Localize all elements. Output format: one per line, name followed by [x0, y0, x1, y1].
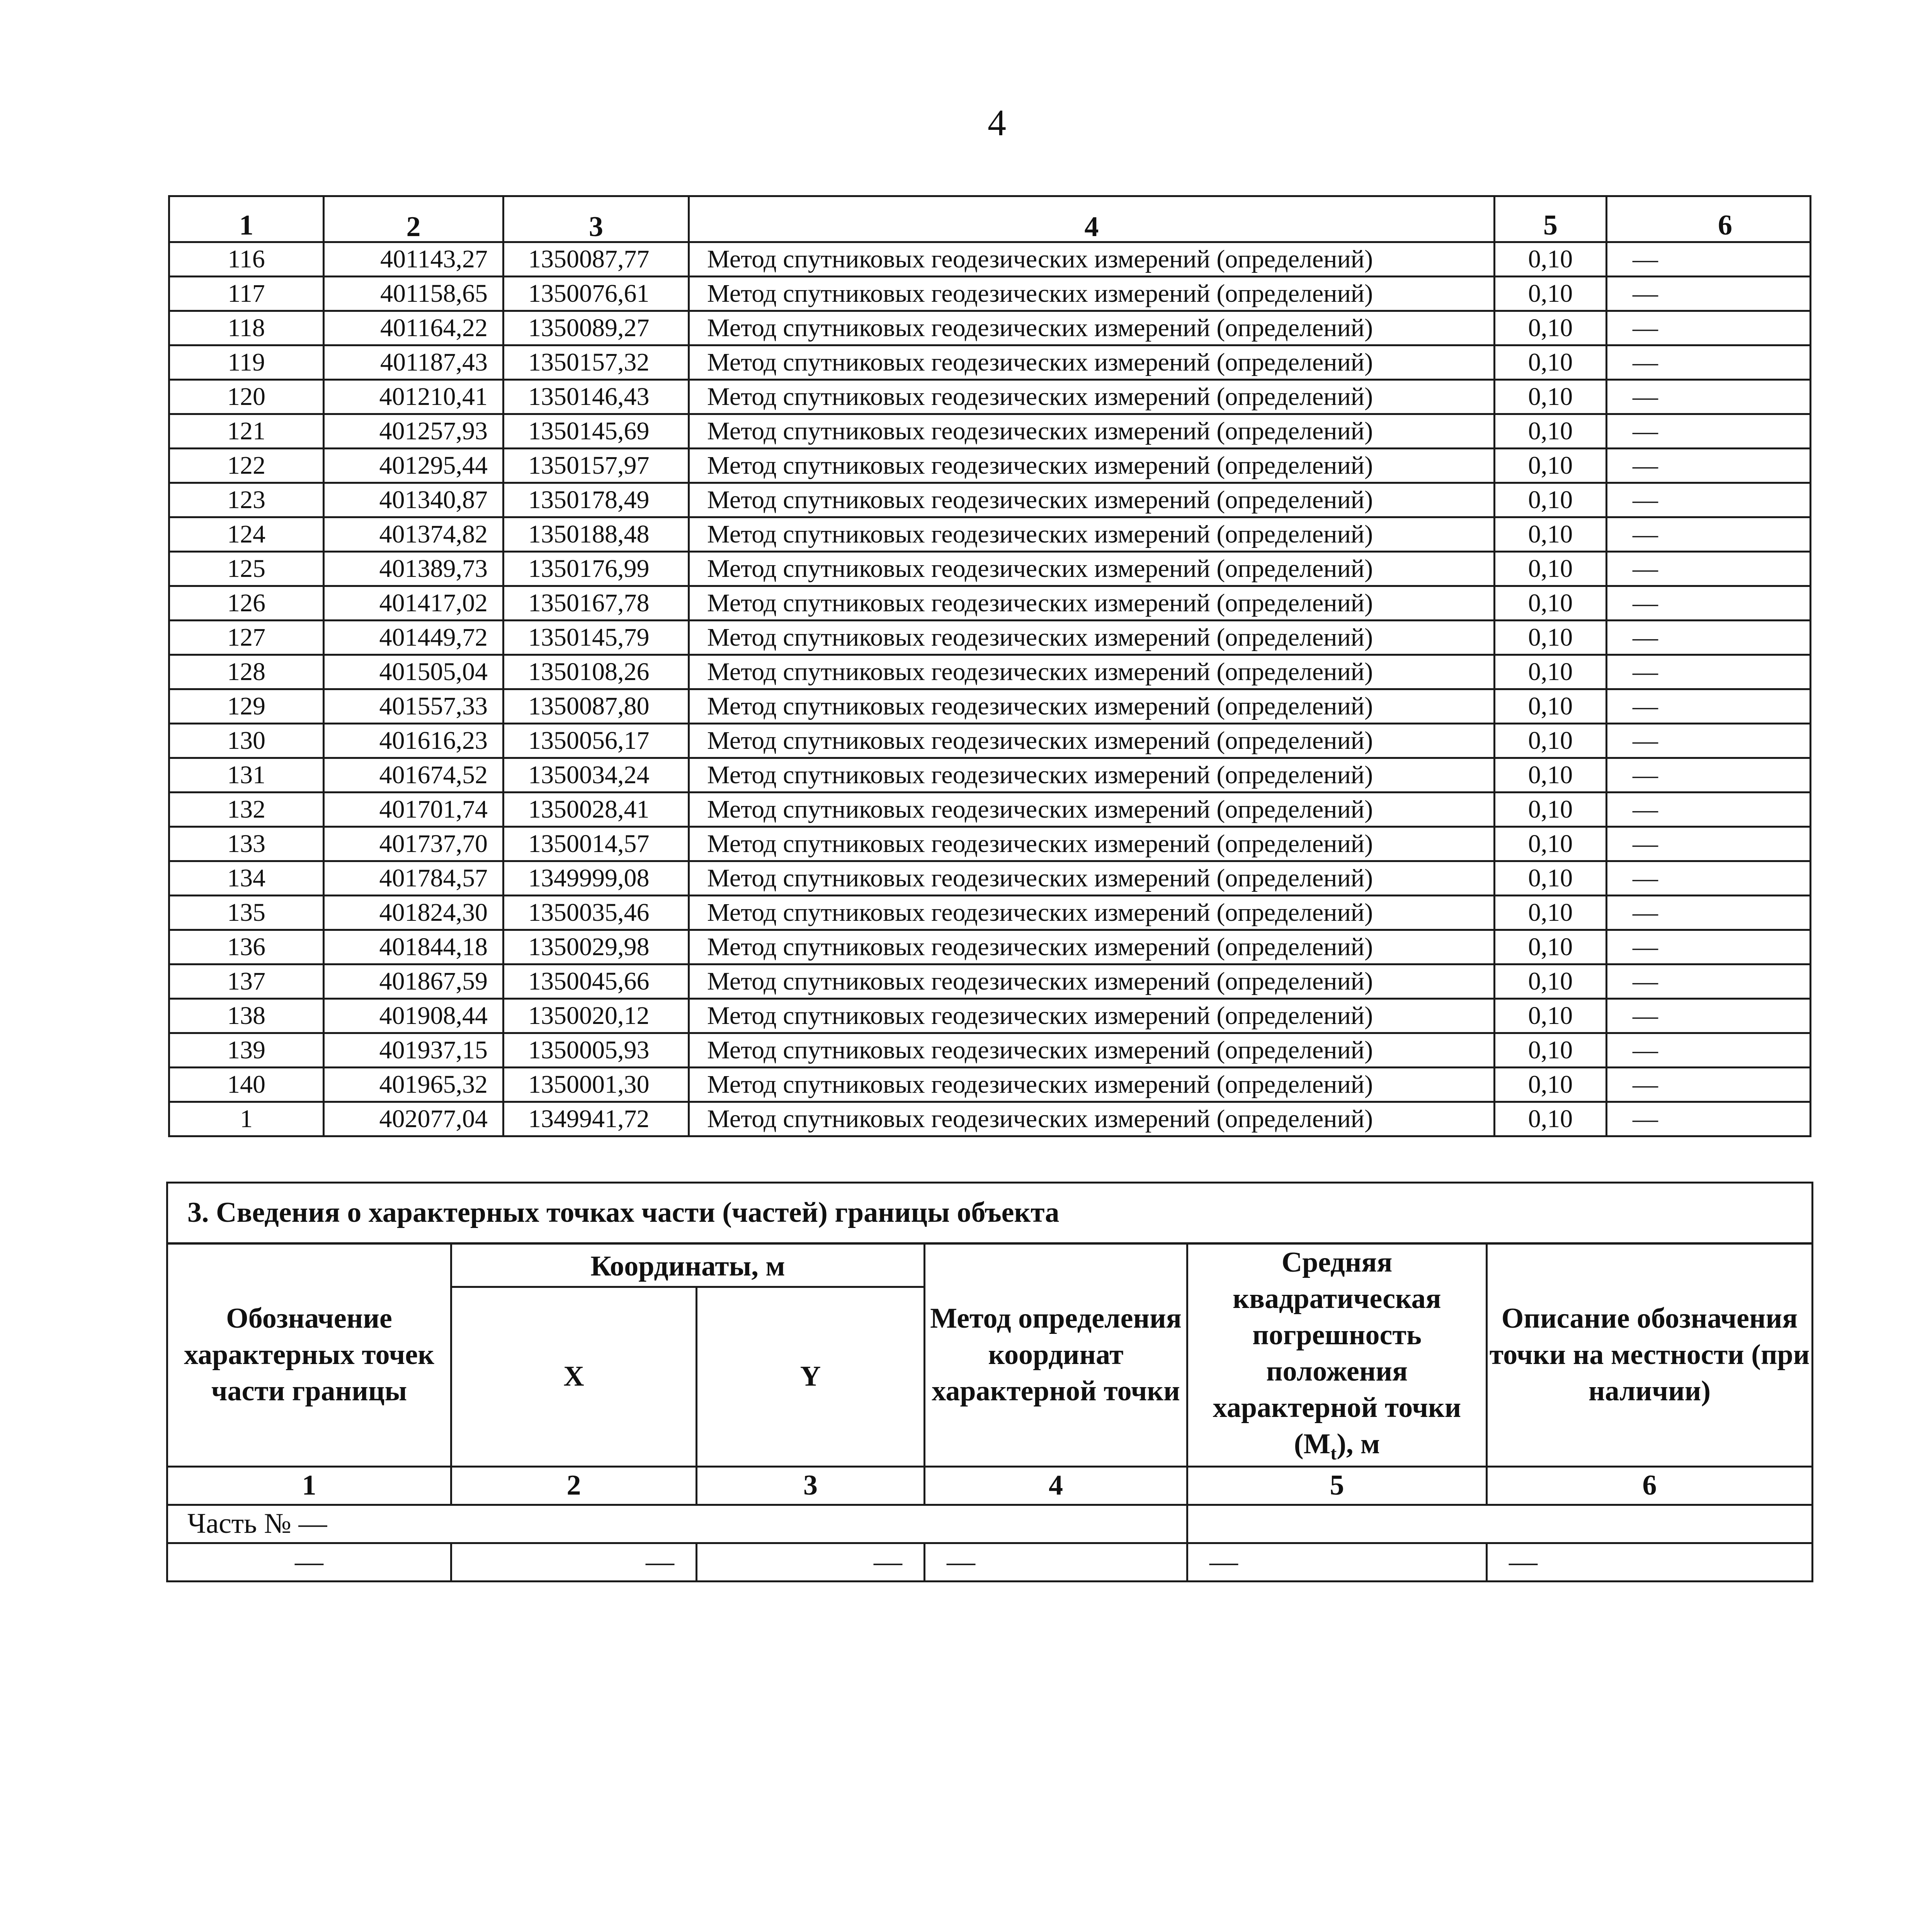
table-cell: Метод спутниковых геодезических измерений (определений) — [689, 861, 1495, 896]
table-cell: 122 — [169, 449, 324, 483]
table-cell: 1350034,24 — [503, 758, 689, 793]
table-cell: 138 — [169, 999, 324, 1033]
description-header: Описание обозначения точки на местности (при наличии) — [1487, 1243, 1813, 1466]
error-header-subscript: t — [1330, 1443, 1337, 1464]
table-cell: 401158,65 — [324, 277, 503, 311]
table-cell: Метод спутниковых геодезических измерений (определений) — [689, 655, 1495, 689]
table-cell: — — [1607, 724, 1811, 758]
table-cell: 117 — [169, 277, 324, 311]
table-cell: 1350020,12 — [503, 999, 689, 1033]
table-cell: 401164,22 — [324, 311, 503, 345]
table-cell: 1350076,61 — [503, 277, 689, 311]
table-cell: Метод спутниковых геодезических измерений (определений) — [689, 380, 1495, 414]
table-cell: 401701,74 — [324, 793, 503, 827]
part-label-row — [167, 1505, 1813, 1543]
table-cell: 118 — [169, 311, 324, 345]
table-cell: 139 — [169, 1033, 324, 1068]
table-cell: — — [451, 1543, 697, 1581]
column-header: 5 — [1495, 196, 1607, 242]
table-cell: — — [1607, 999, 1811, 1033]
table-cell: Метод спутниковых геодезических измерений (определений) — [689, 414, 1495, 449]
column-number: 2 — [451, 1466, 697, 1505]
table-cell: — — [167, 1543, 451, 1581]
table-cell: — — [1607, 793, 1811, 827]
table-cell: 0,10 — [1495, 1068, 1607, 1102]
table-cell: Метод спутниковых геодезических измерений (определений) — [689, 1068, 1495, 1102]
table-cell: 1350157,32 — [503, 345, 689, 380]
table-cell: 0,10 — [1495, 689, 1607, 724]
table-cell: 127 — [169, 621, 324, 655]
table-row — [169, 586, 1811, 621]
table-cell: — — [1607, 689, 1811, 724]
table-cell: 129 — [169, 689, 324, 724]
table-cell: 116 — [169, 242, 324, 277]
y-header: Y — [697, 1287, 925, 1466]
table-cell: Метод спутниковых геодезических измерений (определений) — [689, 242, 1495, 277]
table-cell: 0,10 — [1495, 1102, 1607, 1136]
table-row — [169, 724, 1811, 758]
table-cell: 124 — [169, 517, 324, 552]
table-cell: — — [1607, 586, 1811, 621]
table-cell: — — [1607, 414, 1811, 449]
table-cell: 1 — [169, 1102, 324, 1136]
table-row — [169, 1102, 1811, 1136]
table-cell: — — [697, 1543, 925, 1581]
table-cell: 401737,70 — [324, 827, 503, 861]
table-cell: 1350108,26 — [503, 655, 689, 689]
table-cell: — — [1607, 621, 1811, 655]
table-cell: 121 — [169, 414, 324, 449]
table-cell: Метод спутниковых геодезических измерений (определений) — [689, 999, 1495, 1033]
table-cell: — — [1607, 483, 1811, 517]
table-cell: 1350087,80 — [503, 689, 689, 724]
table-cell: Метод спутниковых геодезических измерений (определений) — [689, 311, 1495, 345]
table-cell: 0,10 — [1495, 724, 1607, 758]
table-cell: 401417,02 — [324, 586, 503, 621]
table-cell: 401674,52 — [324, 758, 503, 793]
table-cell: 401389,73 — [324, 552, 503, 586]
table-row — [169, 793, 1811, 827]
table-cell: — — [1607, 1102, 1811, 1136]
table-cell: 401187,43 — [324, 345, 503, 380]
table-cell: 1350005,93 — [503, 1033, 689, 1068]
table-cell: 401143,27 — [324, 242, 503, 277]
table-cell: Метод спутниковых геодезических измерений (определений) — [689, 621, 1495, 655]
table-cell: — — [1607, 655, 1811, 689]
section-title: 3. Сведения о характерных точках части (частей) границы объекта — [167, 1183, 1813, 1244]
table-row — [169, 689, 1811, 724]
table-cell: Метод спутниковых геодезических измерений (определений) — [689, 1033, 1495, 1068]
part-label: Часть № — — [167, 1505, 1187, 1543]
table-cell: — — [1607, 896, 1811, 930]
table-cell: — — [1607, 449, 1811, 483]
table-cell: 401616,23 — [324, 724, 503, 758]
table-row — [169, 483, 1811, 517]
table-cell: 0,10 — [1495, 414, 1607, 449]
table-cell: 1350035,46 — [503, 896, 689, 930]
table-cell: 401937,15 — [324, 1033, 503, 1068]
table-cell: 401374,82 — [324, 517, 503, 552]
error-header-tail: ), м — [1337, 1428, 1380, 1460]
table-cell: 1350167,78 — [503, 586, 689, 621]
column-number: 4 — [925, 1466, 1187, 1505]
column-number: 3 — [697, 1466, 925, 1505]
table-cell: 1350178,49 — [503, 483, 689, 517]
table-cell: 0,10 — [1495, 930, 1607, 964]
table-cell: 0,10 — [1495, 345, 1607, 380]
table-cell: — — [1607, 552, 1811, 586]
table-header-row — [169, 196, 1811, 242]
table-cell: 1350145,79 — [503, 621, 689, 655]
table-row — [169, 827, 1811, 861]
table-cell: 0,10 — [1495, 517, 1607, 552]
table-cell: 401867,59 — [324, 964, 503, 999]
table-cell: — — [1607, 1033, 1811, 1068]
table-cell: 0,10 — [1495, 827, 1607, 861]
table-cell: — — [1607, 517, 1811, 552]
table-cell: — — [1607, 758, 1811, 793]
error-header — [1187, 1243, 1487, 1466]
table-cell: Метод спутниковых геодезических измерений (определений) — [689, 758, 1495, 793]
table-cell: 0,10 — [1495, 380, 1607, 414]
table-cell: 0,10 — [1495, 793, 1607, 827]
table-cell: 401210,41 — [324, 380, 503, 414]
table-row — [169, 896, 1811, 930]
table-cell: 402077,04 — [324, 1102, 503, 1136]
table-header-row — [167, 1243, 1813, 1287]
table-cell: 1350014,57 — [503, 827, 689, 861]
table-cell: — — [925, 1543, 1187, 1581]
table-cell: 1350157,97 — [503, 449, 689, 483]
table-cell: 1350087,77 — [503, 242, 689, 277]
table-cell: 401295,44 — [324, 449, 503, 483]
table-cell: Метод спутниковых геодезических измерений (определений) — [689, 1102, 1495, 1136]
table-cell: 0,10 — [1495, 999, 1607, 1033]
table-cell: 119 — [169, 345, 324, 380]
table-cell: 130 — [169, 724, 324, 758]
table-cell: Метод спутниковых геодезических измерений (определений) — [689, 896, 1495, 930]
table-cell: Метод спутниковых геодезических измерений (определений) — [689, 586, 1495, 621]
table-cell: 401965,32 — [324, 1068, 503, 1102]
table-cell: Метод спутниковых геодезических измерений (определений) — [689, 449, 1495, 483]
table-cell: 0,10 — [1495, 1033, 1607, 1068]
column-header: 2 — [324, 196, 503, 242]
table-cell: — — [1607, 861, 1811, 896]
table-cell: — — [1607, 964, 1811, 999]
table-row — [169, 999, 1811, 1033]
table-cell: 401505,04 — [324, 655, 503, 689]
table-cell: Метод спутниковых геодезических измерений (определений) — [689, 793, 1495, 827]
table-cell: 0,10 — [1495, 483, 1607, 517]
table-cell: 1350176,99 — [503, 552, 689, 586]
table-cell: Метод спутниковых геодезических измерений (определений) — [689, 827, 1495, 861]
table-row — [167, 1543, 1813, 1581]
table-cell: 401784,57 — [324, 861, 503, 896]
table-cell: 1350188,48 — [503, 517, 689, 552]
table-cell: 123 — [169, 483, 324, 517]
table-cell: — — [1607, 930, 1811, 964]
table-cell: 401257,93 — [324, 414, 503, 449]
table-cell: 401449,72 — [324, 621, 503, 655]
table-row — [169, 861, 1811, 896]
table-row — [169, 552, 1811, 586]
table-cell: 0,10 — [1495, 311, 1607, 345]
table-cell: — — [1607, 345, 1811, 380]
coordinates-header: Координаты, м — [451, 1243, 925, 1287]
column-header: 1 — [169, 196, 324, 242]
table-cell: 1350146,43 — [503, 380, 689, 414]
table-cell: — — [1607, 311, 1811, 345]
table-row — [169, 311, 1811, 345]
table-row — [169, 1068, 1811, 1102]
table-cell: 134 — [169, 861, 324, 896]
table-cell: 0,10 — [1495, 758, 1607, 793]
table-cell: Метод спутниковых геодезических измерений (определений) — [689, 345, 1495, 380]
table-cell: 1350145,69 — [503, 414, 689, 449]
table-row — [169, 449, 1811, 483]
table-cell: 0,10 — [1495, 896, 1607, 930]
table-cell: — — [1607, 277, 1811, 311]
table-cell: 1350029,98 — [503, 930, 689, 964]
section-title-row — [167, 1183, 1813, 1244]
table-cell: Метод спутниковых геодезических измерений (определений) — [689, 517, 1495, 552]
column-header: 3 — [503, 196, 689, 242]
table-cell: 0,10 — [1495, 586, 1607, 621]
table-cell: 131 — [169, 758, 324, 793]
table-cell: — — [1607, 242, 1811, 277]
table-cell: — — [1607, 1068, 1811, 1102]
page-number: 4 — [988, 102, 1006, 143]
table-cell: 401340,87 — [324, 483, 503, 517]
column-numbers-row — [167, 1466, 1813, 1505]
table-cell: 0,10 — [1495, 242, 1607, 277]
table-cell: — — [1607, 380, 1811, 414]
table-cell: 136 — [169, 930, 324, 964]
table-cell: Метод спутниковых геодезических измерений (определений) — [689, 483, 1495, 517]
table-row — [169, 414, 1811, 449]
column-number: 5 — [1187, 1466, 1487, 1505]
table-row — [169, 621, 1811, 655]
table-cell: 401824,30 — [324, 896, 503, 930]
boundary-points-table — [168, 195, 1811, 1137]
table-cell: Метод спутниковых геодезических измерений (определений) — [689, 689, 1495, 724]
column-header: 6 — [1607, 196, 1811, 242]
table-cell: 0,10 — [1495, 964, 1607, 999]
table-row — [169, 964, 1811, 999]
table-cell: 1350089,27 — [503, 311, 689, 345]
table-cell: 0,10 — [1495, 277, 1607, 311]
table-cell: — — [1187, 1543, 1487, 1581]
table-row — [169, 380, 1811, 414]
table-row — [169, 930, 1811, 964]
part-label-empty — [1187, 1505, 1813, 1543]
table-cell: 128 — [169, 655, 324, 689]
table-row — [169, 345, 1811, 380]
table-cell: 1350056,17 — [503, 724, 689, 758]
table-cell: 132 — [169, 793, 324, 827]
table-cell: 1350001,30 — [503, 1068, 689, 1102]
table-cell: 1349999,08 — [503, 861, 689, 896]
table-cell: 401844,18 — [324, 930, 503, 964]
table-cell: 126 — [169, 586, 324, 621]
table-cell: 0,10 — [1495, 449, 1607, 483]
table-cell: 140 — [169, 1068, 324, 1102]
x-header: X — [451, 1287, 697, 1466]
table-cell: 0,10 — [1495, 621, 1607, 655]
table-cell: 137 — [169, 964, 324, 999]
table-cell: 120 — [169, 380, 324, 414]
table-cell: Метод спутниковых геодезических измерений (определений) — [689, 964, 1495, 999]
method-header: Метод определения координат характерной точки — [925, 1243, 1187, 1466]
column-number: 6 — [1487, 1466, 1813, 1505]
table-cell: 135 — [169, 896, 324, 930]
table-cell: 1350045,66 — [503, 964, 689, 999]
table-cell: — — [1487, 1543, 1813, 1581]
table-cell: 125 — [169, 552, 324, 586]
table-row — [169, 242, 1811, 277]
table-row — [169, 758, 1811, 793]
table-cell: 401908,44 — [324, 999, 503, 1033]
table-row — [169, 277, 1811, 311]
table-cell: 0,10 — [1495, 655, 1607, 689]
table-cell: 401557,33 — [324, 689, 503, 724]
table-cell: 1349941,72 — [503, 1102, 689, 1136]
table-cell: — — [1607, 827, 1811, 861]
column-number: 1 — [167, 1466, 451, 1505]
table-cell: 1350028,41 — [503, 793, 689, 827]
column-header: 4 — [689, 196, 1495, 242]
table-cell: Метод спутниковых геодезических измерений (определений) — [689, 277, 1495, 311]
error-header-text: Средняя квадратическая погрешность положения характерной точки (M — [1213, 1247, 1461, 1460]
table-cell: Метод спутниковых геодезических измерений (определений) — [689, 724, 1495, 758]
table-row — [169, 1033, 1811, 1068]
part-boundary-points-table — [166, 1182, 1813, 1582]
table-row — [169, 517, 1811, 552]
table-cell: 133 — [169, 827, 324, 861]
table-cell: 0,10 — [1495, 861, 1607, 896]
table-row — [169, 655, 1811, 689]
table-cell: Метод спутниковых геодезических измерений (определений) — [689, 552, 1495, 586]
designation-header: Обозначение характерных точек части границы — [167, 1243, 451, 1466]
table-cell: Метод спутниковых геодезических измерений (определений) — [689, 930, 1495, 964]
table-cell: 0,10 — [1495, 552, 1607, 586]
